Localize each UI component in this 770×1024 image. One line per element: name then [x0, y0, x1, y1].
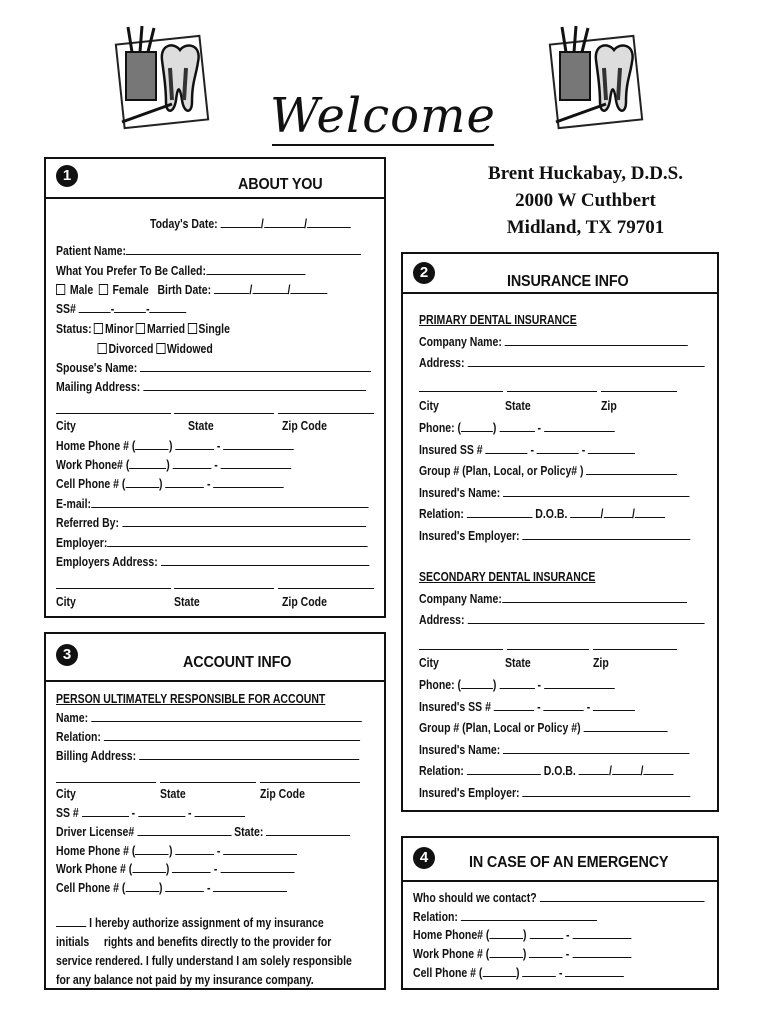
account-ss1-field[interactable]: [82, 805, 129, 817]
billing-label: Billing Address:: [56, 749, 137, 763]
secondary-dob-label: D.O.B.: [543, 764, 576, 778]
cell-phone-label: Cell Phone # (: [56, 477, 126, 491]
emergency-work-line-field[interactable]: [572, 946, 631, 958]
practice-city: Midland, TX 79701: [506, 217, 665, 238]
primary-insured-name-field[interactable]: [503, 485, 689, 497]
primary-phone-area-field[interactable]: [461, 420, 493, 432]
primary-phone-line-field[interactable]: [544, 420, 615, 432]
tooth-tools-icon: [546, 22, 646, 132]
primary-zip-label: Zip: [601, 399, 617, 413]
secondary-dob-day-field[interactable]: [612, 763, 641, 775]
single-checkbox[interactable]: [188, 323, 197, 334]
emergency-cell-phone-label: Cell Phone # (: [413, 966, 483, 980]
patient-name-field[interactable]: [126, 243, 361, 255]
secondary-zip-label: Zip: [593, 656, 609, 670]
primary-relation-label: Relation:: [419, 507, 464, 521]
referred-field[interactable]: [122, 515, 366, 527]
emergency-cell-prefix-field[interactable]: [522, 965, 556, 977]
state-label: State: [188, 419, 214, 433]
emergency-home-area-field[interactable]: [489, 927, 523, 939]
welcome-title: Welcome: [270, 88, 496, 144]
secondary-ss2-field[interactable]: [544, 699, 584, 711]
account-name-field[interactable]: [91, 710, 361, 722]
account-work-line-field[interactable]: [220, 861, 294, 873]
primary-insured-name-label: Insured's Name:: [419, 486, 501, 500]
primary-phone-prefix-field[interactable]: [499, 420, 534, 432]
primary-company-label: Company Name:: [419, 335, 502, 349]
primary-employer-label: Insured's Employer:: [419, 529, 520, 543]
authorization-text: [56, 914, 375, 990]
married-checkbox[interactable]: [136, 323, 145, 334]
primary-dob-year-field[interactable]: [635, 506, 665, 518]
emergency-relation-label: Relation:: [413, 910, 458, 924]
secondary-dob-month-field[interactable]: [579, 763, 609, 775]
state-field[interactable]: [174, 413, 274, 414]
city-label: City: [56, 419, 76, 433]
primary-employer-field[interactable]: [522, 528, 690, 540]
city-field[interactable]: [56, 413, 171, 414]
minor-checkbox[interactable]: [94, 323, 103, 334]
spouse-label: Spouse's Name:: [56, 361, 138, 375]
account-cell-prefix-field[interactable]: [165, 880, 204, 892]
emergency-work-prefix-field[interactable]: [529, 946, 563, 958]
tooth-tools-icon: [112, 22, 212, 132]
primary-dob-day-field[interactable]: [603, 506, 632, 518]
secondary-phone-area-field[interactable]: [461, 677, 493, 689]
primary-insured-ss-label: Insured SS #: [419, 443, 483, 457]
work-phone-label: Work Phone# (: [56, 458, 130, 472]
male-label: Male: [69, 283, 94, 297]
secondary-address-label: Address:: [419, 613, 465, 627]
employer-city-label: City: [56, 595, 76, 609]
employer-city-field[interactable]: [56, 588, 171, 589]
secondary-state-label: State: [505, 656, 531, 670]
date-day-field[interactable]: [264, 216, 304, 228]
practice-street: 2000 W Cuthbert: [515, 190, 656, 211]
emergency-work-phone-label: Work Phone # (: [413, 947, 490, 961]
employer-state-label: State: [174, 595, 200, 609]
home-prefix-field[interactable]: [175, 438, 214, 450]
about-header: [46, 159, 384, 199]
account-cell-line-field[interactable]: [213, 880, 287, 892]
prefer-name-label: What You Prefer To Be Called:: [56, 264, 206, 278]
secondary-relation-field[interactable]: [467, 763, 541, 775]
secondary-group-label: Group # (Plan, Local or Policy #): [419, 721, 581, 735]
spouse-field[interactable]: [140, 360, 371, 372]
work-prefix-field[interactable]: [173, 457, 212, 469]
insurance-section: 2 INSURANCE INFO PRIMARY DENTAL INSURANCE Company Name: Address: City State Zip Phone: ( ) - Insured SS # - - Group # (Plan, Local, or Policy# ) Insured's Name: Relation: D.O.B. / / Insured's Employer: SECONDARY DENTAL INSURANCE Company Name: Address: City State Zip Phone: ( ) - Insured's SS # - - Group # (Plan, Local or Policy #) Insured's Name: Relation: D.O.B. / / Insured's Employer:: [401, 252, 719, 812]
secondary-ss1-field[interactable]: [494, 699, 534, 711]
primary-ss1-field[interactable]: [486, 442, 528, 454]
home-phone-label: Home Phone # (: [56, 439, 136, 453]
zip-label: Zip Code: [282, 419, 327, 433]
primary-group-label: Group # (Plan, Local, or Policy# ): [419, 464, 584, 478]
secondary-insured-ss-label: Insured's SS #: [419, 700, 491, 714]
primary-address-label: Address:: [419, 356, 465, 370]
birth-date-label: Birth Date:: [157, 283, 212, 297]
auth-line-4: for any balance not paid by my insurance company.: [56, 973, 314, 987]
insurance-header: [403, 254, 717, 294]
initials-label: initials: [56, 935, 90, 949]
primary-address-field[interactable]: [467, 355, 704, 367]
account-cell-phone-label: Cell Phone # (: [56, 881, 126, 895]
secondary-group-field[interactable]: [584, 720, 668, 732]
referred-label: Referred By:: [56, 516, 120, 530]
date-month-field[interactable]: [221, 216, 261, 228]
account-home-phone-label: Home Phone # (: [56, 844, 136, 858]
cell-line-field[interactable]: [213, 476, 284, 488]
divorced-label: Divorced: [108, 342, 154, 356]
secondary-city-label: City: [419, 656, 439, 670]
employer-zip-field[interactable]: [278, 588, 374, 589]
account-home-line-field[interactable]: [223, 843, 297, 855]
secondary-company-label: Company Name:: [419, 592, 502, 606]
ss-part1-field[interactable]: [79, 301, 111, 313]
license-label: Driver License#: [56, 825, 135, 839]
account-city-label: City: [56, 787, 76, 801]
emergency-work-area-field[interactable]: [489, 946, 523, 958]
welcome-underline: [272, 144, 494, 146]
widowed-label: Widowed: [166, 342, 213, 356]
employers-address-field[interactable]: [161, 554, 369, 566]
work-area-field[interactable]: [129, 457, 166, 469]
primary-state-field[interactable]: [507, 391, 597, 392]
secondary-phone-label: Phone: (: [419, 678, 461, 692]
emergency-relation-field[interactable]: [461, 909, 597, 921]
account-home-prefix-field[interactable]: [175, 843, 214, 855]
male-checkbox[interactable]: [56, 284, 65, 295]
secondary-dob-year-field[interactable]: [643, 763, 673, 775]
mailing-field[interactable]: [143, 379, 366, 391]
ss-part3-field[interactable]: [150, 301, 187, 313]
account-state-field[interactable]: [160, 782, 256, 783]
account-work-area-field[interactable]: [132, 861, 166, 873]
about-you-section: 1 ABOUT YOU Today's Date: / / Patient Name: What You Prefer To Be Called: Male Female Birth Date: / / SS# - - Status: Minor Married Single Divorced Widowed Spouse's Name: Mailing Address: City State Zip Code Home Phone # ( ) - Work Phone# ( ) - Cell Phone # ( ) - E-mail: Referred By: Employer: Employers Address: City State Zip Code: [44, 157, 386, 618]
contact-label: Who should we contact?: [413, 891, 537, 905]
married-label: Married: [147, 322, 185, 336]
auth-line-2: rights and benefits directly to the provider for: [103, 935, 332, 949]
auth-line-1: I hereby authorize assignment of my insurance: [89, 916, 324, 930]
employer-state-field[interactable]: [174, 588, 274, 589]
secondary-phone-prefix-field[interactable]: [499, 677, 534, 689]
secondary-employer-field[interactable]: [522, 785, 690, 797]
primary-ss3-field[interactable]: [588, 442, 635, 454]
insurance-title: INSURANCE INFO: [507, 273, 629, 290]
account-title: ACCOUNT INFO: [183, 654, 292, 671]
primary-dob-label: D.O.B.: [535, 507, 568, 521]
section-number-2: 2: [413, 262, 435, 284]
secondary-zip-field[interactable]: [593, 649, 677, 650]
birth-year-field[interactable]: [290, 282, 327, 294]
account-city-field[interactable]: [56, 782, 156, 783]
secondary-address-field[interactable]: [467, 612, 704, 624]
primary-group-field[interactable]: [586, 463, 677, 475]
cell-area-field[interactable]: [125, 476, 159, 488]
primary-phone-label: Phone: (: [419, 421, 461, 435]
account-ss3-field[interactable]: [194, 805, 244, 817]
date-year-field[interactable]: [307, 216, 351, 228]
minor-label: Minor: [105, 322, 134, 336]
todays-date-label: Today's Date:: [150, 217, 218, 231]
account-ss-label: SS #: [56, 806, 79, 820]
status-label: Status:: [56, 322, 92, 336]
section-number-1: 1: [56, 165, 78, 187]
license-field[interactable]: [137, 824, 231, 836]
primary-city-field[interactable]: [419, 391, 503, 392]
contact-field[interactable]: [540, 890, 705, 902]
employer-label: Employer:: [56, 536, 108, 550]
secondary-employer-label: Insured's Employer:: [419, 786, 520, 800]
secondary-insured-name-label: Insured's Name:: [419, 743, 501, 757]
account-section: 3 ACCOUNT INFO PERSON ULTIMATELY RESPONSIBLE FOR ACCOUNT Name: Relation: Billing Address: City State Zip Code SS # - - Driver License# State: Home Phone # ( ) - Work Phone # ( ) - Cell Phone # ( ) - I hereby authorize assignment of my insurance initials rights and benefits directly to the provider for service rendered. I fully understand I am solely responsible for any balance not paid by my insurance company.: [44, 632, 386, 990]
account-home-area-field[interactable]: [135, 843, 169, 855]
widowed-checkbox[interactable]: [156, 343, 165, 354]
zip-field[interactable]: [278, 413, 374, 414]
emergency-home-phone-label: Home Phone# (: [413, 928, 490, 942]
section-number-4: 4: [413, 847, 435, 869]
initials-field[interactable]: [56, 915, 86, 927]
employer-field[interactable]: [107, 535, 367, 547]
emergency-home-prefix-field[interactable]: [529, 927, 563, 939]
emergency-header: [403, 838, 717, 882]
secondary-insurance-heading: SECONDARY DENTAL INSURANCE: [419, 570, 596, 584]
account-zip-field[interactable]: [260, 782, 360, 783]
secondary-ss3-field[interactable]: [593, 699, 635, 711]
emergency-section: 4 IN CASE OF AN EMERGENCY Who should we contact? Relation: Home Phone# ( ) - Work Phone # ( ) - Cell Phone # ( ) -: [401, 836, 719, 990]
account-zip-label: Zip Code: [260, 787, 305, 801]
email-label: E-mail:: [56, 497, 92, 511]
work-line-field[interactable]: [221, 457, 292, 469]
secondary-relation-label: Relation:: [419, 764, 464, 778]
license-state-label: State:: [234, 825, 264, 839]
primary-relation-field[interactable]: [467, 506, 533, 518]
account-name-label: Name:: [56, 711, 89, 725]
secondary-company-field[interactable]: [502, 591, 687, 603]
license-state-field[interactable]: [266, 824, 350, 836]
employer-zip-label: Zip Code: [282, 595, 327, 609]
primary-state-label: State: [505, 399, 531, 413]
about-title: ABOUT YOU: [238, 176, 323, 193]
prefer-name-field[interactable]: [206, 263, 305, 275]
practice-name: Brent Huckabay, D.D.S.: [488, 163, 683, 184]
primary-ss2-field[interactable]: [537, 442, 579, 454]
female-label: Female: [112, 283, 149, 297]
account-relation-field[interactable]: [104, 729, 360, 741]
section-number-3: 3: [56, 644, 78, 666]
birth-day-field[interactable]: [252, 282, 287, 294]
primary-insurance-heading: PRIMARY DENTAL INSURANCE: [419, 313, 577, 327]
practice-info: [468, 160, 703, 241]
emergency-title: IN CASE OF AN EMERGENCY: [469, 854, 669, 871]
cell-prefix-field[interactable]: [165, 476, 204, 488]
single-label: Single: [198, 322, 230, 336]
email-field[interactable]: [91, 496, 368, 508]
account-work-prefix-field[interactable]: [172, 861, 211, 873]
secondary-phone-line-field[interactable]: [544, 677, 615, 689]
emergency-cell-line-field[interactable]: [565, 965, 624, 977]
primary-company-field[interactable]: [505, 334, 688, 346]
ss-part2-field[interactable]: [114, 301, 146, 313]
divorced-checkbox[interactable]: [98, 343, 107, 354]
secondary-state-field[interactable]: [507, 649, 589, 650]
female-checkbox[interactable]: [99, 284, 108, 295]
secondary-city-field[interactable]: [419, 649, 503, 650]
auth-line-3: service rendered. I fully understand I am solely responsible: [56, 954, 352, 968]
account-header: [46, 634, 384, 682]
patient-name-label: Patient Name:: [56, 244, 127, 258]
account-state-label: State: [160, 787, 186, 801]
home-line-field[interactable]: [223, 438, 294, 450]
account-cell-area-field[interactable]: [125, 880, 159, 892]
employers-address-label: Employers Address:: [56, 555, 158, 569]
account-ss2-field[interactable]: [138, 805, 185, 817]
ss-label: SS#: [56, 302, 76, 316]
birth-month-field[interactable]: [214, 282, 249, 294]
billing-field[interactable]: [139, 748, 359, 760]
account-work-phone-label: Work Phone # (: [56, 862, 133, 876]
primary-city-label: City: [419, 399, 439, 413]
primary-zip-field[interactable]: [601, 391, 677, 392]
responsible-heading: PERSON ULTIMATELY RESPONSIBLE FOR ACCOUNT: [56, 692, 326, 706]
home-area-field[interactable]: [135, 438, 169, 450]
primary-dob-month-field[interactable]: [570, 506, 600, 518]
account-relation-label: Relation:: [56, 730, 101, 744]
emergency-cell-area-field[interactable]: [482, 965, 516, 977]
mailing-label: Mailing Address:: [56, 380, 141, 394]
secondary-insured-name-field[interactable]: [503, 742, 689, 754]
emergency-home-line-field[interactable]: [572, 927, 631, 939]
